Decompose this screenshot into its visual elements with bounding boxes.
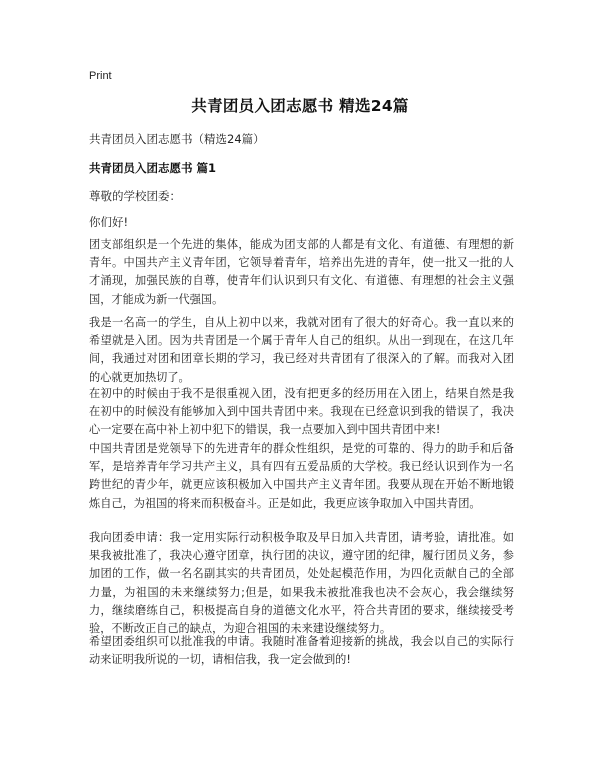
paragraph: 我向团委申请：我一定用实际行动积极争取及早日加入共青团，请考验，请批准。如果我被批准了，我决心遵守团章，执行团的决议，遵守团的纪律，履行团员义务，参加团的工作，做一名名副其实的共青团员，处处起模范作用，为四化贡献自己的全部力量，为祖国的未来继续努力;但是，如果我未被批准我也决不会灰心，我会继续努力，继续磨练自己，积极提高自身的道德文化水平，符合共青团的要求，继续接受考验，不断改正自己的缺点，为迎合祖国的未来建设继续努力。 bbox=[89, 531, 514, 636]
paragraph: 在初中的时候由于我不是很重视入团，没有把更多的经历用在入团上，结果自然是我在初中的时候没有能够加入到中国共青团中来。我现在已经意识到我的错误了，我决心一定要在高中补上初中犯下的错误，我一点要加入到中国共青团中来! bbox=[89, 387, 514, 437]
paragraph: 团支部组织是一个先进的集体，能成为团支部的人都是有文化、有道德、有理想的新青年。中国共产主义青年团，它领导着青年，培养出先进的青年，使一批又一批的人才涌现，加强民族的自尊，使青年们认识到只有文化、有道德、有理想的社会主义强国，才能成为新一代强国。 bbox=[89, 238, 514, 306]
print-link[interactable]: Print bbox=[89, 70, 112, 82]
salutation: 尊敬的学校团委： bbox=[89, 189, 181, 203]
greeting: 你们好! bbox=[89, 215, 129, 229]
page-title: 共青团员入团志愿书 精选24篇 bbox=[191, 97, 409, 115]
section-heading: 共青团员入团志愿书 篇1 bbox=[89, 161, 217, 175]
paragraph: 我是一名高一的学生，自从上初中以来，我就对团有了很大的好奇心。我一直以来的希望就是入团。因为共青团是一个属于青年人自己的组织。从出一到现在，在这几年间，我通过对团和团章长期的学习，我已经对共青团有了很深入的了解。而我对入团的心就更加热切了。 bbox=[89, 316, 514, 384]
paragraph: 希望团委组织可以批准我的申请。我随时准备着迎接新的挑战，我会以自己的实际行动来证明我所说的一切，请相信我，我一定会做到的! bbox=[89, 635, 514, 667]
paragraph: 中国共青团是党领导下的先进青年的群众性组织，是党的可靠的、得力的助手和后备军，是培养青年学习共产主义，具有四有五爱品质的大学校。我已经认识到作为一名跨世纪的青少年，就更应该积极加入中国共产主义青年团。我要从现在开始不断地锻炼自己，为祖国的将来而积极奋斗。正是如此，我更应该争取加入中国共青团。 bbox=[89, 442, 514, 510]
document-subtitle: 共青团员入团志愿书（精选24篇） bbox=[89, 132, 265, 146]
